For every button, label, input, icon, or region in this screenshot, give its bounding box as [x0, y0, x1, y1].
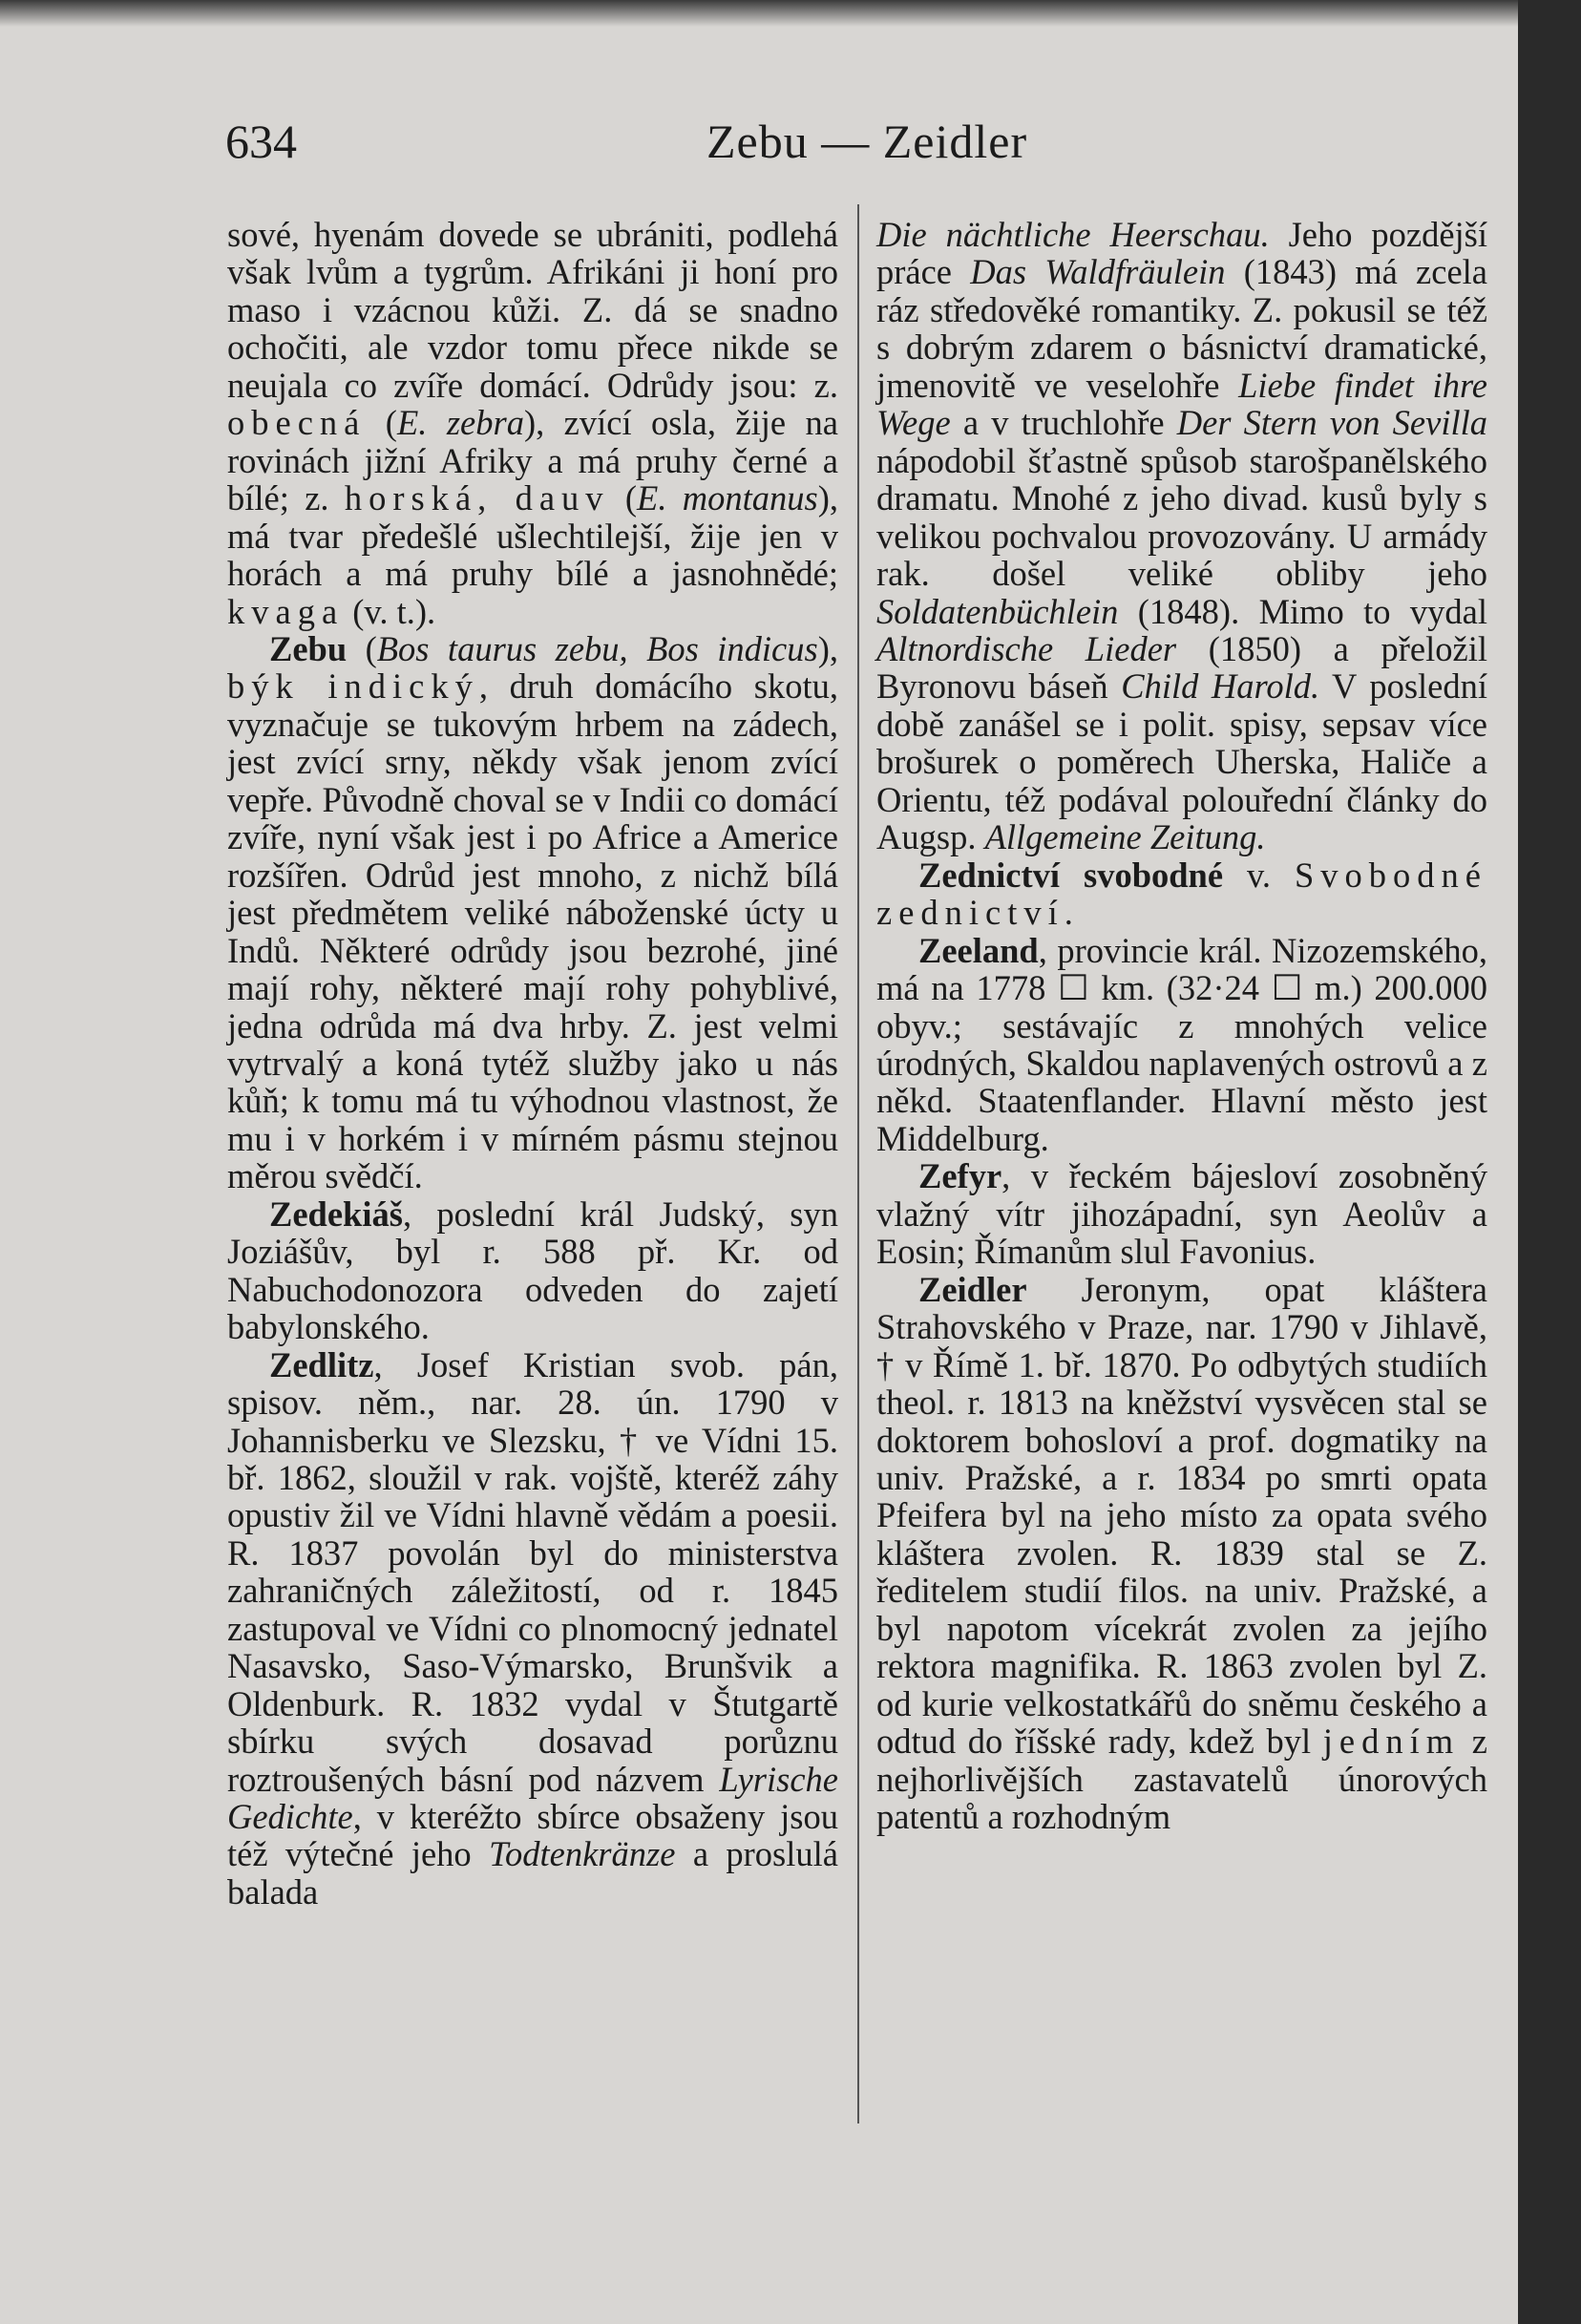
- headword: Zedlitz: [269, 1344, 374, 1384]
- entry-text: ), má tvar předešlé ušlechtilejší, žije jen v horách a má pruhy bílé a jasnohnědé;: [227, 478, 839, 594]
- headword: Zeidler: [918, 1269, 1027, 1309]
- headword: Zefyr: [918, 1156, 1002, 1196]
- entry-text: (v. t.).: [344, 591, 436, 631]
- page-top-shadow: [0, 0, 1518, 27]
- entry-zedlitz-continuation: [876, 216, 1487, 856]
- entry-text: v.: [1223, 855, 1295, 895]
- entry-text: z nejhorlivějších zastavatelů únorových patentů a rozhodným: [876, 1722, 1487, 1837]
- headword: Zebu: [269, 628, 348, 668]
- column-divider: [857, 204, 859, 2123]
- entry-text: (1848). Mimo to vydal: [1118, 591, 1487, 631]
- page-header: [225, 113, 1505, 170]
- entry-zedekias: [227, 1195, 838, 1346]
- entry-text: , druh domácího skotu, vyznačuje se tukovým hrbem na zádech, jest zvící srny, někdy však jenom zvící vepře. Původně choval se v Indii co domácí zvíře, nyní však jest i po Africe a Americe rozšířen. Odrůd jest mnoho, z nichž bílá jest předmětem veliké náboženské úcty u Indů. Některé odrůdy jsou bezrohé, jiné mají rohy, některé mají rohy pohyblivé, jedna odrůda má dva hrby. Z. jest velmi vytrvalý a koná tytéž služby jako u nás kůň; k tomu má tu výhodnou vlastnost, že mu i v horkém i v mírném pásmu stejnou měrou svědčí.: [227, 666, 839, 1196]
- work-title: Soldatenbüchlein: [876, 591, 1119, 631]
- spaced-term: kvaga: [227, 591, 345, 631]
- work-title: Allgemeine Zeitung.: [984, 817, 1266, 857]
- entry-text: (: [366, 403, 397, 443]
- entry-text: , Josef Kristian svob. pán, spisov. něm., nar. 28. ún. 1790 v Johannisberku ve Slezsku, † ve Vídni 15. bř. 1862, sloužil v rak. vojště, kteréž záhy opustiv žil ve Vídni hlavně vědám a poesii. R. 1837 povolán byl do ministerstva zahraničných záležitostí, od r. 1845 zastupoval ve Vídni co plnomocný jednatel Nasavsko, Saso-Výmarsko, Brunšvik a Oldenburk. R. 1832 vydal v Štutgartě sbírku svých dosavad porůznu roztroušených básní pod názvem: [227, 1344, 838, 1799]
- entry-text: , poslední král Judský, syn Joziášův, byl r. 588 př. Kr. od Nabuchodonozora odveden do zajetí babylonského.: [227, 1194, 838, 1347]
- entry-zebu: [227, 630, 838, 1195]
- entry-zedlitz: [227, 1346, 838, 1912]
- entry-text: ),: [817, 628, 838, 668]
- right-column: [876, 216, 1487, 1835]
- entry-text: Jeronym, opat kláštera Strahovského v Praze, nar. 1790 v Jihlavě, † v Římě 1. bř. 1870. Po odbytých studiích theol. r. 1813 na kněžství vysvěcen stal se doktorem bohosloví a prof. dogmatiky na univ. Pražské, a r. 1834 po smrti opata Pfeifera byl na jeho místo za opata svého kláštera zvolen. R. 1839 stal se Z. ředitelem studií filos. na univ. Pražské, a byl napotom vícekrát zvolen za jejího rektora magnifika. R. 1863 zvolen byl Z. od kurie velkostatkářů do sněmu českého a odtud do říšské rady, kdež byl: [876, 1269, 1487, 1762]
- work-title: Lyrische Gedichte: [227, 1759, 838, 1837]
- entry-zeidler: [876, 1271, 1487, 1836]
- entry-text: (1850) a přeložil Byronovu báseň: [876, 628, 1487, 707]
- spaced-term: Svobodné zednictví: [876, 855, 1487, 933]
- spaced-term: býk indický: [227, 666, 479, 707]
- entry-text: , v řeckém bájesloví zosobněný vlažný vítr jihozápadní, syn Aeolův a Eosin; Římanům slul Favonius.: [876, 1156, 1487, 1272]
- entry-text: V poslední době zanášel se i polit. spisy, sepsav více brošurek o poměrech Uherska, Haliče a Orientu, též podával polouřední články do Augsp.: [876, 666, 1488, 857]
- headword: Zednictví svobodné: [918, 855, 1224, 895]
- work-title: Todtenkränze: [489, 1834, 676, 1874]
- work-title: Die nächtliche Heerschau.: [876, 215, 1270, 254]
- latin-name: Bos taurus zebu, Bos indicus: [376, 628, 818, 668]
- entry-text: nápodobil šťastně spůsob starošpanělského dramatu. Mnohé z jeho divad. kusů byly s velikou pochvalou provozovány. U armády rak. došel veliké obliby jeho: [876, 440, 1487, 594]
- entry-text: ), zvící osla, žije na rovinách jižní Afriky a má pruhy černé a bílé; z.: [227, 403, 839, 518]
- entry-zednictvi: [876, 856, 1487, 932]
- entry-text: , v kteréžto sbírce obsaženy jsou též výtečné jeho: [227, 1797, 838, 1874]
- entry-zebra-continuation: [227, 216, 838, 630]
- entry-text: , provincie král. Nizozemského, má na 1778 ☐ km. (32·24 ☐ m.) 200.000 obyv.; sestávajíc z mnohých velice úrodných, Skaldou naplavených ostrovů a z někd. Staatenflander. Hlavní město jest Middelburg.: [876, 930, 1487, 1158]
- spaced-term: jedním: [1322, 1722, 1461, 1762]
- headword: Zeeland: [918, 930, 1039, 970]
- work-title: Das Waldfräulein: [970, 252, 1226, 292]
- work-title: Der Stern von Sevilla: [1176, 403, 1487, 443]
- work-title: Altnordische Lieder: [876, 628, 1177, 668]
- entry-text: (: [347, 628, 377, 668]
- entry-text: Jeho pozdější práce: [876, 215, 1488, 292]
- entry-zefyr: [876, 1157, 1487, 1270]
- entry-text: a proslulá balada: [227, 1834, 838, 1912]
- page-edge-shadow: [1518, 0, 1581, 2324]
- page-number: 634: [225, 115, 297, 168]
- spaced-term: obecná: [227, 403, 367, 443]
- entry-text: .: [1064, 893, 1073, 933]
- entry-text: sové, hyenám dovede se ubrániti, podlehá však lvům a tygrům. Afrikáni ji honí pro maso i vzácnou kůži. Z. dá se snadno ochočiti, ale vzdor tomu přece nikde se neujala co zvíře domácí. Odrůdy jsou: z.: [227, 215, 838, 405]
- latin-name: E. montanus: [637, 478, 818, 518]
- running-head: Zebu — Zeidler: [706, 115, 1028, 168]
- spaced-term: horská, dauv: [344, 478, 610, 518]
- headword: Zedekiáš: [269, 1194, 403, 1234]
- work-title: Liebe findet ihre Wege: [876, 365, 1487, 443]
- left-column: [227, 216, 838, 1911]
- entry-zeeland: [876, 932, 1487, 1158]
- latin-name: E. zebra: [396, 403, 524, 443]
- work-title: Child Harold.: [1121, 666, 1320, 707]
- entry-text: a v truchlohře: [950, 403, 1177, 443]
- entry-text: (1843) má zcela ráz středověké romantiky. Z. pokusil se též s dobrým zdarem o básnictví dramatické, jmenovitě ve veselohře: [876, 252, 1487, 405]
- entry-text: (: [609, 478, 638, 518]
